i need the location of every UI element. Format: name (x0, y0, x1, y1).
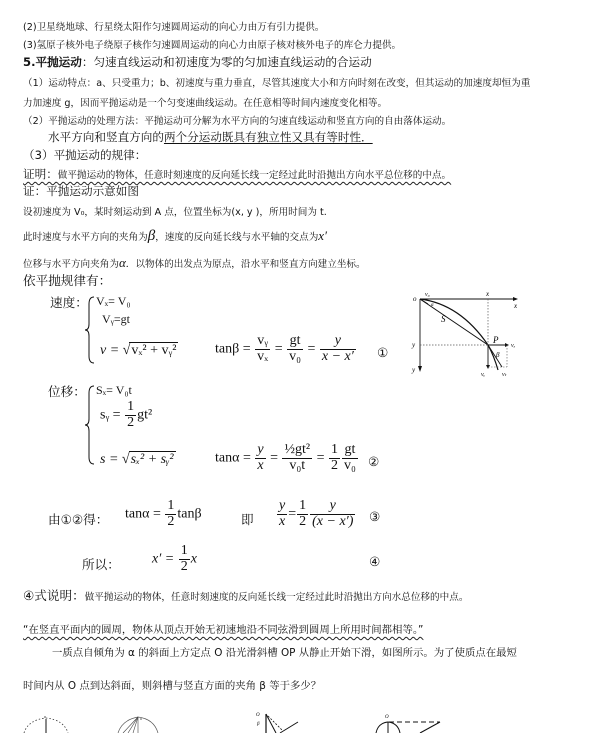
circle-chord-theorem-quote: “在竖直平面内的圆周，物体从顶点开始无初速地沿不同弦滑到圆周上所用时间都相等。” (23, 624, 424, 636)
fraction-denominator: v₀ (343, 457, 356, 473)
fraction-denominator: 2 (127, 414, 135, 430)
label-x-axis: x (514, 302, 518, 310)
fraction-numerator: 1 (299, 498, 307, 513)
velocity-angle-middle: ，速度的反向延长线与水平轴的交点为 (155, 232, 319, 243)
fraction-denominator: (x − x′) (312, 513, 354, 529)
displacement-brace (84, 385, 96, 465)
label-y-left: y (412, 341, 416, 349)
fraction-gt-v0 (287, 334, 303, 364)
tan-alpha-lhs: tanα = (215, 450, 255, 466)
ji-label: 即 (241, 512, 254, 527)
figure-incline-beta (256, 713, 298, 733)
tan-relation-equation (125, 499, 202, 529)
displacement-angle-prefix: 位移与水平方向夹角为 (23, 259, 119, 270)
fraction-numerator: y (257, 442, 264, 457)
problem-text-line-2: 时间内从 O 点到达斜面，则斜槽与竖直方面的夹角 β 等于多少？ (23, 680, 322, 692)
tan-beta-text: tanβ (177, 506, 202, 522)
label-beta: β (496, 351, 500, 359)
fraction-denominator: v₀ (289, 348, 301, 364)
bottom-label-o3: O (256, 713, 260, 718)
fraction-numerator: gt (287, 334, 303, 350)
displacement-magnitude-radicand: sₓ² + sᵧ² (130, 452, 174, 467)
fraction-denominator: x (279, 513, 286, 529)
vt-arrow (488, 345, 502, 367)
label-p: P (493, 335, 499, 345)
explanation-head: ④式说明： (23, 588, 85, 603)
sy-lhs: sᵧ = (100, 407, 125, 423)
text-line-independence (48, 129, 373, 145)
tan-beta-equation (215, 334, 357, 364)
figure-dotted-circle (24, 714, 68, 733)
fraction-y-x (255, 443, 265, 473)
fraction-one-half-e (179, 544, 190, 574)
result-rhs: x (190, 551, 197, 567)
trajectory-curve (420, 299, 498, 370)
label-x-top: x (486, 290, 490, 298)
text-line-initial-velocity: 设初速度为 V₀，某时刻运动到 A 点，位置坐标为(x, y )，所用时间为 t. (23, 207, 327, 218)
text-line-displacement-angle (23, 255, 366, 271)
equals-sign: = (270, 450, 278, 466)
proof-statement (23, 166, 451, 182)
velocity-label: 速度： (50, 295, 88, 310)
text-line-gravity-accel: 力加速度 g，因而平抛运动是一个匀变速曲线运动。在任意相等时间内速度变化相等。 (23, 98, 388, 109)
fraction-y-x-b (277, 499, 287, 529)
x-axis-arrow-icon (513, 297, 518, 301)
tan-beta-lhs: tanβ = (215, 341, 255, 357)
label-origin: o (413, 295, 417, 303)
equation-marker-1: ① (377, 345, 389, 360)
explanation-body: 做平抛运动的物体，任意时刻速度的反向延长线一定经过此时沿抛出方向水总位移的中点。 (84, 592, 469, 603)
y-axis-arrow-icon (418, 366, 422, 372)
section-heading-label: 5.平抛运动 (23, 55, 82, 69)
fraction-denominator: x (257, 457, 264, 473)
result-label: 所以： (82, 557, 120, 572)
proof-label: 证明： (23, 167, 58, 181)
equation-marker-3: ③ (369, 509, 381, 524)
projectile-motion-diagram (410, 290, 520, 378)
fraction-half-gt2-v0t (282, 443, 312, 473)
label-vy: vᵧ (481, 372, 486, 378)
text-line-features: （1）运动特点：a、只受重力；b、初速度与重力垂直，尽管其速度大小和方向时刻在改变，但其运动的加速度却恒为重 (23, 78, 531, 89)
sy-rhs: gt² (137, 407, 153, 423)
bottom-label-o4: O (385, 715, 389, 720)
velocity-angle-prefix: 此时速度与水平方向的夹角为 (23, 232, 148, 243)
fraction-denominator: 2 (180, 558, 188, 574)
fraction-numerator: 1 (180, 543, 188, 558)
x-prime-symbol: x′ (318, 228, 327, 243)
figure-chords-circle (118, 716, 158, 733)
text-line-per-rules: 依平抛规律有： (23, 273, 112, 288)
independence-emphasis: 两个分运动既具有独立性又具有等时性． (163, 130, 373, 144)
ratio-equation (276, 499, 356, 529)
figure-circle-incline (376, 715, 440, 733)
equation-marker-4: ④ (369, 554, 381, 569)
displacement-label: 位移： (48, 384, 86, 399)
velocity-eq-magnitude: v = √vₓ² + vᵧ² (100, 343, 177, 358)
velocity-eq-vx: Vₓ= V₀ (96, 294, 131, 308)
fraction-one-half (125, 400, 136, 430)
equals-sign: = (288, 506, 297, 522)
section-heading-projectile (23, 54, 372, 70)
fraction-denominator: v₀t (289, 457, 306, 473)
fraction-denominator: 2 (167, 513, 175, 529)
fraction-numerator: y (279, 498, 286, 513)
fraction-one-half-b (329, 443, 340, 473)
label-vt: vₜ (502, 372, 507, 378)
fraction-gt-v0-b (342, 443, 358, 473)
fraction-numerator: 1 (127, 399, 135, 414)
velocity-magnitude-lhs: v = (100, 343, 123, 358)
fraction-numerator: gt (342, 443, 358, 459)
displacement-magnitude-lhs: s = (100, 452, 122, 467)
problem-text-line-1: 一质点自倾角为 α 的斜面上方定点 O 沿光滑斜槽 OP 从静止开始下滑，如图所示。为了使质点在最短 (52, 647, 517, 659)
fraction-y-over-x-minus-xprime (320, 334, 356, 364)
fraction-y-over-paren (310, 499, 355, 529)
proof-body: 做平抛运动的物体，任意时刻速度的反向延长线一定经过此时沿抛出方向水平总位移的中点。 (57, 170, 452, 181)
beta-symbol: β (147, 228, 156, 244)
independence-prefix: 水平方向和竖直方向的 (48, 130, 164, 144)
section-heading-desc: ：匀速直线运动和初速度为零的匀加速直线运动的合运动 (81, 55, 372, 69)
equals-sign: = (316, 450, 325, 466)
text-line-rules: （3）平抛运动的规律： (23, 148, 147, 162)
result-equation (152, 544, 197, 574)
bottom-label-o1: o (44, 714, 46, 719)
result-lhs: x′ = (152, 551, 178, 567)
fraction-numerator: y (310, 499, 355, 515)
alpha-symbol: α (118, 255, 126, 270)
derive-label: 由①②得： (48, 512, 109, 527)
displacement-angle-rest: ．以物体的出发点为原点，沿水平和竖直方向建立坐标。 (125, 259, 366, 270)
fraction-denominator: 2 (330, 457, 338, 473)
text-line-velocity-angle (23, 228, 327, 245)
fraction-denominator: x − x′ (321, 348, 354, 364)
bottom-figures (18, 712, 578, 733)
tan-alpha-equation (215, 443, 359, 473)
text-line-diagram-intro: 证：平抛运动示意如图 (23, 184, 139, 198)
fraction-one-half-d (297, 499, 308, 529)
equation-4-explanation (23, 585, 468, 604)
bottom-label-o2: o (140, 716, 142, 721)
equals-sign: = (274, 341, 283, 357)
label-s: S (441, 314, 446, 324)
fraction-numerator: 1 (330, 442, 338, 457)
fraction-denominator: 2 (299, 513, 307, 529)
fraction-numerator: vᵧ (255, 334, 270, 350)
text-line-hydrogen: (3)氢原子核外电子绕原子核作匀速圆周运动的向心力由原子核对核外电子的库仑力提供。 (23, 40, 402, 51)
displacement-eq-sx: Sₓ= V₀t (96, 383, 132, 397)
fraction-one-half-c (165, 499, 176, 529)
velocity-brace (84, 296, 96, 364)
label-v0: v₀ (425, 292, 430, 298)
displacement-eq-sy (100, 400, 152, 430)
label-y-axis: y (412, 366, 416, 374)
equals-sign: = (307, 341, 316, 357)
text-line-method: （2）平抛运动的处理方法：平抛运动可分解为水平方向的匀速直线运动和竖直方向的自由落体运动。 (23, 116, 452, 127)
label-vx: vₓ (511, 343, 516, 349)
tan-alpha-text: tanα = (125, 506, 165, 522)
label-alpha: α (431, 303, 434, 308)
displacement-eq-magnitude: s = √sₓ² + sᵧ² (100, 452, 174, 467)
velocity-magnitude-radicand: vₓ² + vᵧ² (131, 343, 177, 358)
fraction-vy-vx (255, 334, 270, 364)
velocity-eq-vy: Vᵧ=gt (102, 312, 130, 326)
equation-marker-2: ② (368, 454, 380, 469)
fraction-numerator: y (320, 334, 356, 350)
bottom-label-beta: β (257, 722, 260, 727)
fraction-numerator: ½gt² (284, 442, 311, 457)
text-line-satellite: (2)卫星绕地球、行星绕太阳作匀速圆周运动的向心力由万有引力提供。 (23, 22, 325, 33)
fraction-numerator: 1 (167, 498, 175, 513)
fraction-denominator: vₓ (257, 348, 269, 364)
